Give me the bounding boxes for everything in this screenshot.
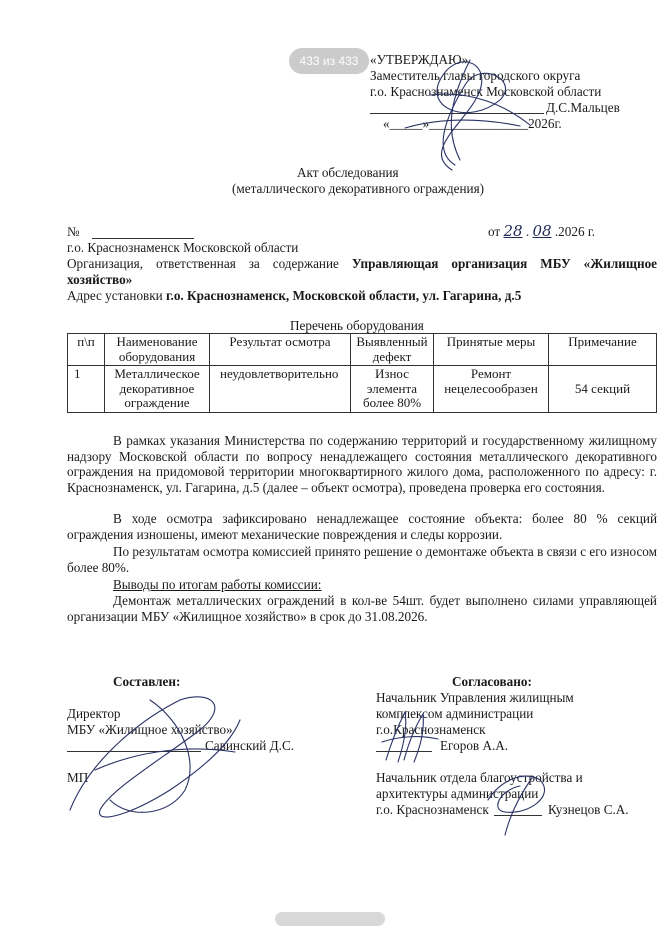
right1-line-3: г.о.Краснознаменск — [376, 722, 486, 737]
table-header: Результат осмотра — [210, 334, 351, 366]
address-label: Адрес установки — [67, 288, 163, 303]
right2-name: Кузнецов С.А. — [548, 802, 629, 817]
right1-signature-line — [376, 738, 432, 752]
table-cell: Износ элемента более 80% — [351, 366, 434, 413]
approval-line-2: г.о. Краснознаменск Московской области — [370, 84, 602, 99]
body-paragraph-3: По результатам осмотра комиссией принято решение о демонтаже объекта в связи с его износом более 80%. — [67, 544, 657, 575]
org-line — [67, 256, 657, 272]
table-cell: 54 секций — [549, 366, 657, 413]
org-name-cont: хозяйство» — [67, 272, 133, 287]
approval-date-line: «_____»_______________2026г. — [383, 116, 562, 131]
table-header: Примечание — [549, 334, 657, 366]
act-date-month: 08 — [532, 222, 552, 240]
act-title: Акт обследования — [297, 165, 399, 180]
left-stamp: МП — [67, 770, 89, 785]
table-header: Выявленный дефект — [351, 334, 434, 366]
table-header-row — [68, 334, 657, 366]
body-paragraph-4: Демонтаж металлических ограждений в кол-ве 54шт. будет выполнено силами управляющей организации МБУ «Жилищное хозяйство» в срок до 31.08.2026. — [67, 593, 657, 624]
address-value: г.о. Краснознаменск, Московской области, ул. Гагарина, д.5 — [166, 288, 522, 303]
left-org: МБУ «Жилищное хозяйство» — [67, 722, 233, 737]
address-line — [67, 288, 521, 304]
composed-heading: Составлен: — [113, 674, 181, 689]
table-cell: 1 — [68, 366, 105, 413]
table-header: п\п — [68, 334, 105, 366]
scroll-handle[interactable] — [275, 912, 385, 926]
agreed-heading: Согласовано: — [452, 674, 532, 689]
table-header: Наименование оборудования — [105, 334, 210, 366]
act-date-year: .2026 г. — [554, 224, 596, 239]
table-cell: Ремонт нецелесообразен — [434, 366, 549, 413]
org-name: Управляющая организация МБУ «Жилищное — [351, 256, 658, 271]
org-label: Организация, ответственная за содержание — [67, 256, 339, 271]
right2-signature-line — [494, 802, 542, 816]
table-header: Принятые меры — [434, 334, 549, 366]
body-paragraph-1: В рамках указания Министерства по содержанию территорий и государственному жилищному надзору Московской области по вопросу ненадлежащего состояния металлического декоративного ограждения на придомовой территории многоквартирного жилого дома, расположенного по адресу: г. Краснознаменск, ул. Гагарина, д.5 (далее – объект осмотра), проведена проверка его состояния. — [67, 433, 657, 495]
approval-signer: Д.С.Мальцев — [546, 100, 620, 115]
equipment-table — [67, 333, 657, 413]
approval-title: «УТВЕРЖДАЮ» — [370, 52, 469, 67]
right1-line-2: комплексом администрации — [376, 706, 534, 721]
left-role: Директор — [67, 706, 121, 721]
table-caption: Перечень оборудования — [290, 318, 424, 333]
approval-signature-line — [370, 100, 544, 114]
act-subtitle: (металлического декоративного ограждения) — [232, 181, 485, 196]
left-name: Савинский Д.С. — [205, 738, 295, 753]
act-number-label: № — [67, 224, 80, 239]
approval-line-1: Заместитель главы городского округа — [370, 68, 581, 83]
table-cell: неудовлетворительно — [210, 366, 351, 413]
right2-line-2: архитектуры администрации — [376, 786, 539, 801]
conclusions-heading: Выводы по итогам работы комиссии: — [113, 577, 322, 592]
right2-line-3: г.о. Краснознаменск — [376, 802, 489, 817]
act-city: г.о. Краснознаменск Московской области — [67, 240, 299, 255]
act-date: от 28 . 08 .2026 г. — [488, 222, 596, 240]
left-signature-line — [67, 738, 201, 752]
act-date-day: 28 — [503, 222, 523, 240]
act-date-prefix: от — [488, 224, 501, 239]
act-number-blank — [92, 224, 194, 239]
table-cell: Металлическое декоративное ограждение — [105, 366, 210, 413]
body-paragraph-2: В ходе осмотра зафиксировано ненадлежащее состояние объекта: более 80 % секций ограждения изношены, имеют механические повреждения и следы коррозии. — [67, 511, 657, 542]
right2-line-1: Начальник отдела благоустройства и — [376, 770, 583, 785]
right1-line-1: Начальник Управления жилищным — [376, 690, 574, 705]
page-counter-badge: 433 из 433 — [289, 48, 369, 74]
table-row — [68, 366, 657, 413]
right1-name: Егоров А.А. — [440, 738, 509, 753]
